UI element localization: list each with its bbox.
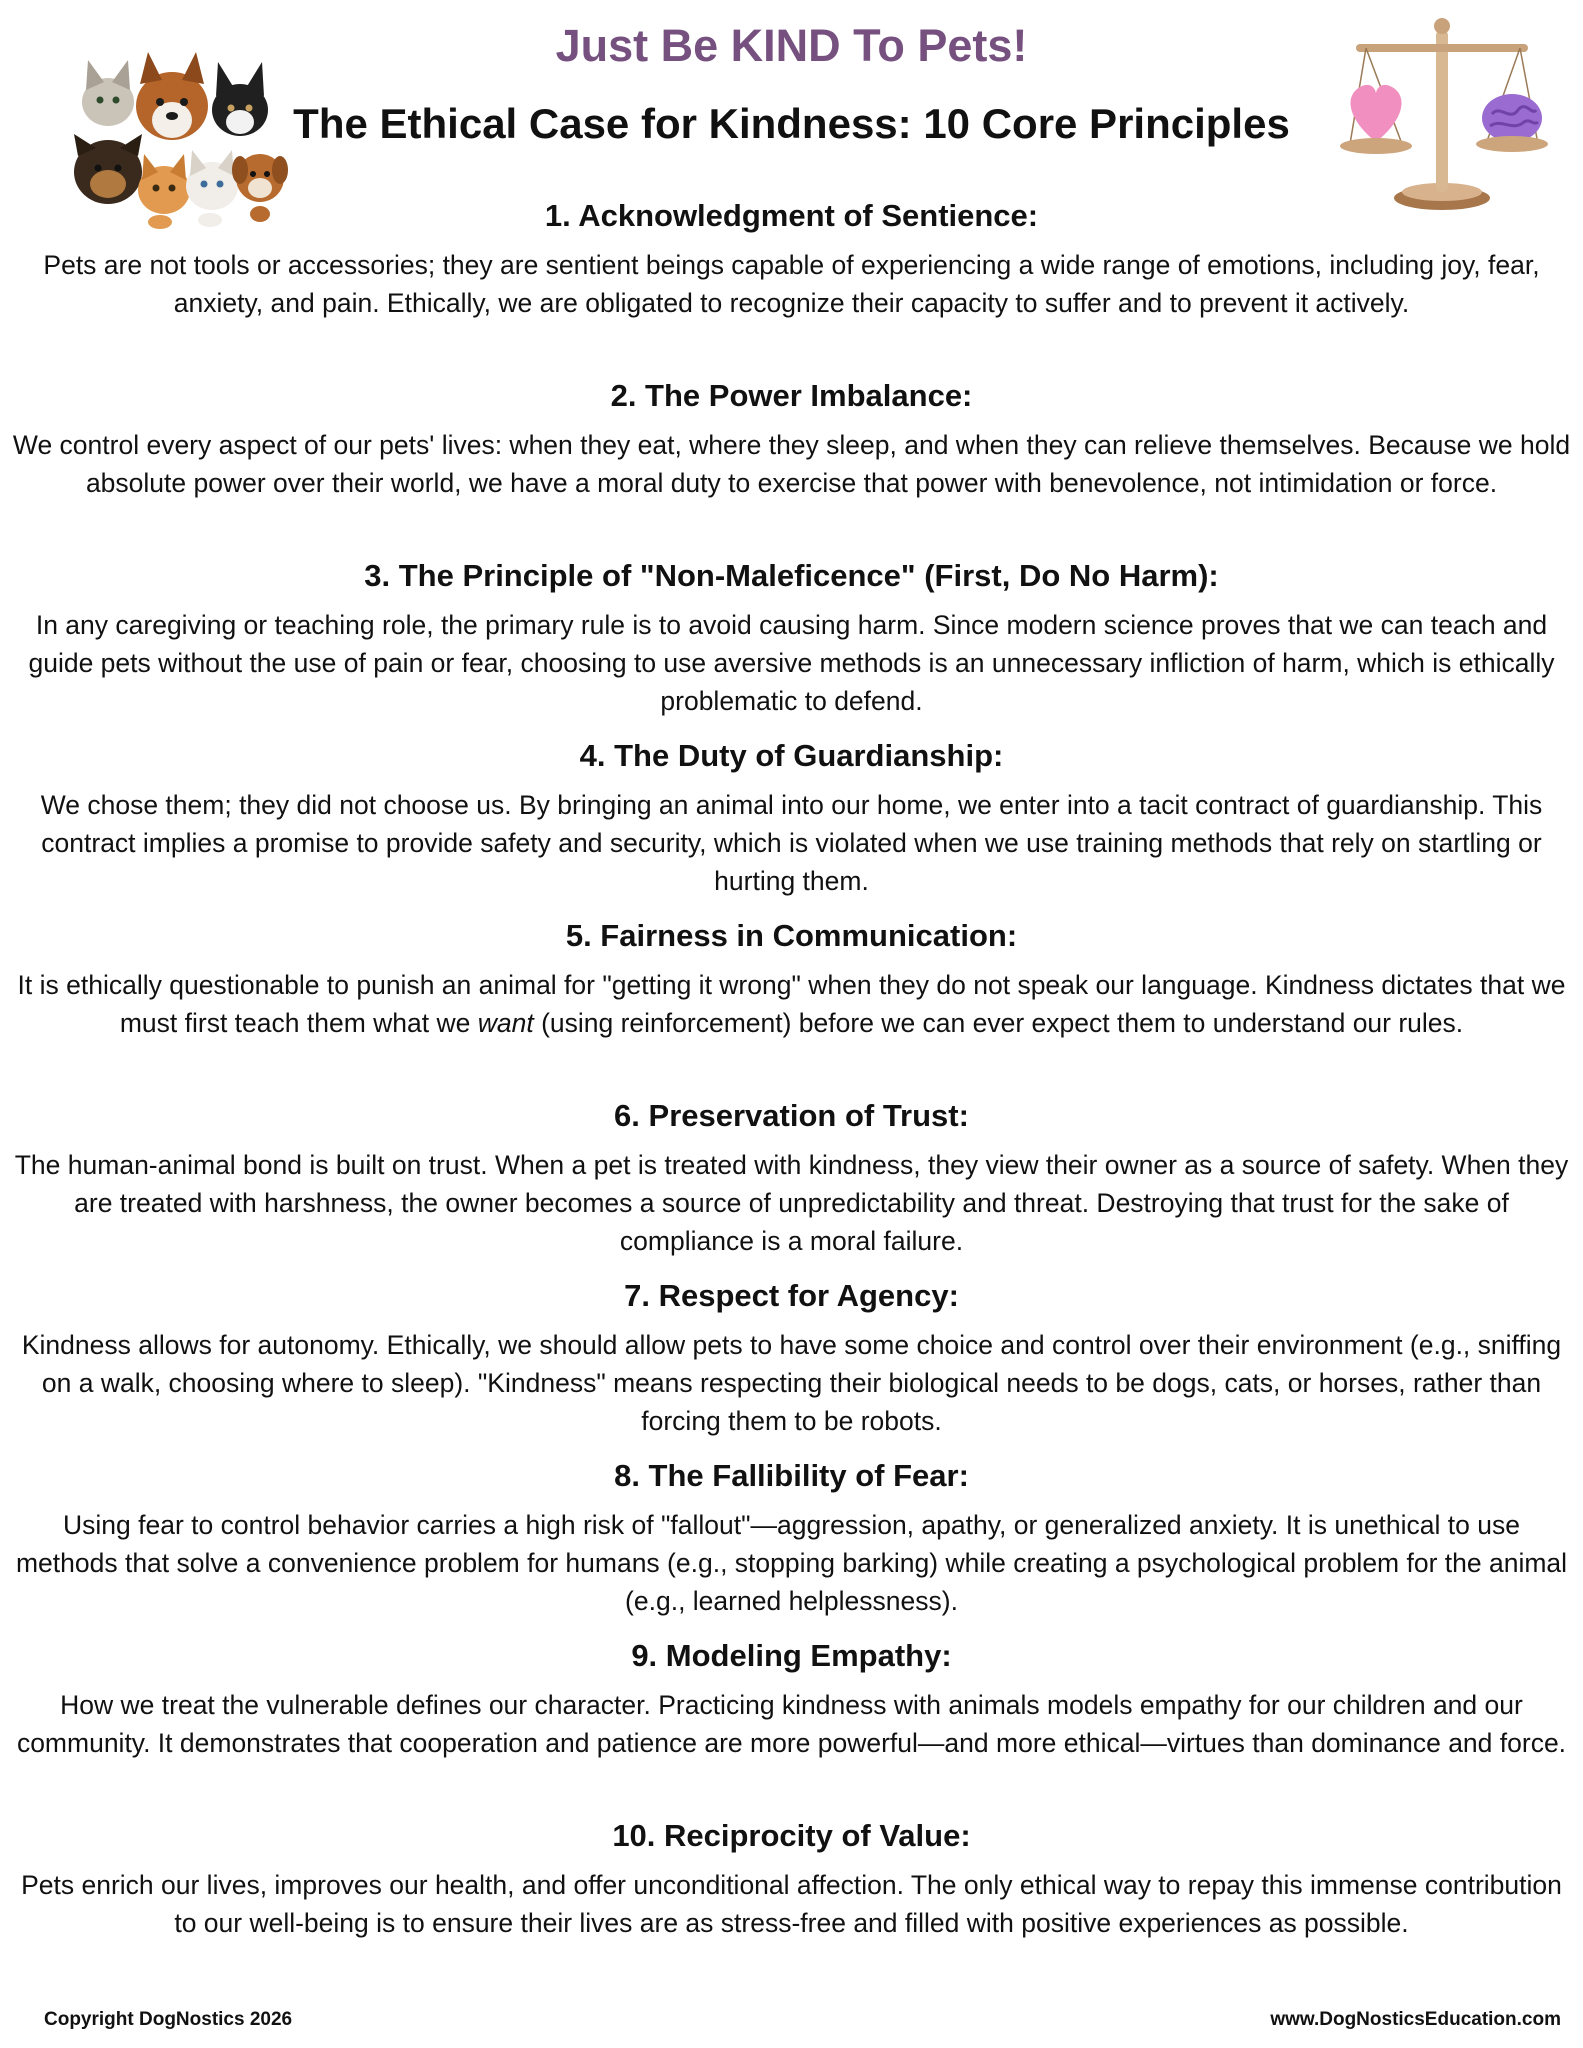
principle-text: Using fear to control behavior carries a high risk of "fallout"—aggression, apathy, or generalized anxiety. It is unethical to use methods that solve a convenience problem for humans (e.g., stopping barking) while creating a psychological problem for the animal (e.g., learned helplessness).	[15, 1510, 1568, 1616]
brand-title: Just Be KIND To Pets!	[555, 20, 1028, 71]
principle-heading: 8. The Fallibility of Fear:	[614, 1458, 969, 1493]
principle-heading: 3. The Principle of "Non-Maleficence" (First, Do No Harm):	[364, 558, 1219, 593]
principle-text: Kindness allows for autonomy. Ethically, we should allow pets to have some choice and control over their environment (e.g., sniffing on a walk, choosing where to sleep). "Kindness" means respecting their biological needs to be dogs, cats, or horses, rather than forcing them to be robots.	[21, 1330, 1562, 1436]
principles-list	[0, 190, 1583, 1990]
document-title: The Ethical Case for Kindness: 10 Core Principles	[293, 100, 1290, 147]
principle-heading: 4. The Duty of Guardianship:	[579, 738, 1004, 773]
principle-heading: 9. Modeling Empathy:	[631, 1638, 952, 1673]
principle-2	[0, 370, 1583, 550]
principle-text: Pets are not tools or accessories; they are sentient beings capable of experiencing a wide range of emotions, including joy, fear, anxiety, and pain. Ethically, we are obligated to recognize their capacity to suffer and to prevent it actively.	[43, 250, 1540, 318]
principle-text: We control every aspect of our pets' lives: when they eat, where they sleep, and when they can relieve themselves. Because we hold absolute power over their world, we have a moral duty to exercise that power with benevolence, not intimidation or force.	[12, 430, 1571, 498]
principle-heading: 7. Respect for Agency:	[624, 1278, 959, 1313]
principle-heading: 5. Fairness in Communication:	[565, 918, 1018, 953]
principle-8	[0, 1450, 1583, 1630]
principle-10	[0, 1810, 1583, 1990]
emphasis-want: want	[477, 1008, 534, 1038]
principle-7	[0, 1270, 1583, 1450]
principle-text: We chose them; they did not choose us. By bringing an animal into our home, we enter into a tacit contract of guardianship. This contract implies a promise to provide safety and security, which is violated when we use training methods that rely on startling or hurting them.	[40, 790, 1543, 896]
principle-text: How we treat the vulnerable defines our character. Practicing kindness with animals models empathy for our children and our community. It demonstrates that cooperation and patience are more powerful—and more ethical—virtues than dominance and force.	[16, 1690, 1567, 1758]
principle-5	[0, 910, 1583, 1090]
page-header	[0, 0, 1583, 200]
principle-text: It is ethically questionable to punish an animal for "getting it wrong" when they do not speak our language. Kindness dictates that we must first teach them what we want (using reinforcement) before we can ever expect them to understand our rules.	[17, 970, 1566, 1038]
principle-heading: 2. The Power Imbalance:	[610, 378, 973, 413]
principle-text: The human-animal bond is built on trust. When a pet is treated with kindness, they view their owner as a source of safety. When they are treated with harshness, the owner becomes a source of unpredictability and threat. Destroying that trust for the sake of compliance is a moral failure.	[14, 1150, 1569, 1256]
principle-heading: 1. Acknowledgment of Sentience:	[544, 198, 1039, 233]
website-url: www.DogNosticsEducation.com	[1270, 2009, 1561, 2030]
principle-1	[0, 190, 1583, 370]
balance-scale-illustration	[1336, 14, 1550, 214]
principle-9	[0, 1630, 1583, 1810]
principle-3	[0, 550, 1583, 730]
principle-text: In any caregiving or teaching role, the primary rule is to avoid causing harm. Since modern science proves that we can teach and guide pets without the use of pain or fear, choosing to use aversive methods is an unnecessary infliction of harm, which is ethically problematic to defend.	[28, 610, 1555, 716]
balance-scale-icon	[1336, 14, 1550, 214]
copyright-notice: Copyright DogNostics 2026	[44, 2009, 293, 2030]
principle-heading: 6. Preservation of Trust:	[614, 1098, 969, 1133]
principle-text: Pets enrich our lives, improves our health, and offer unconditional affection. The only ethical way to repay this immense contribution to our well-being is to ensure their lives are as stress-free and filled with positive experiences as possible.	[21, 1870, 1562, 1938]
principle-4	[0, 730, 1583, 910]
principle-heading: 10. Reciprocity of Value:	[612, 1818, 971, 1853]
principle-6	[0, 1090, 1583, 1270]
